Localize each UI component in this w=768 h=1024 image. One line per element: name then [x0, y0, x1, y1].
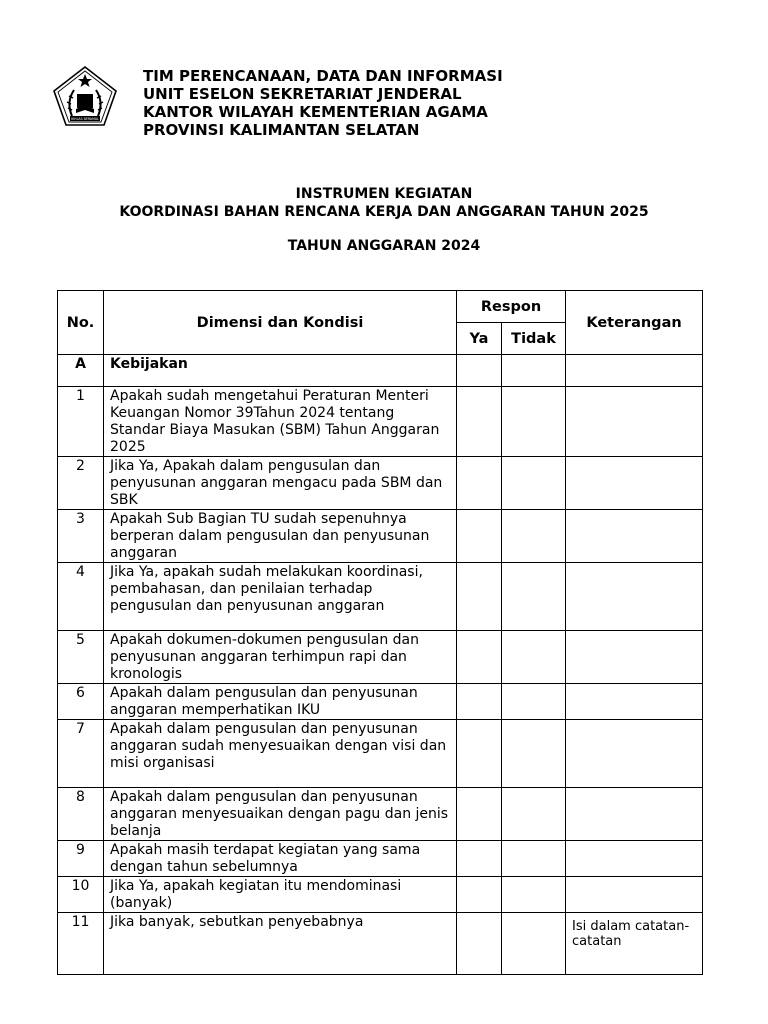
cell-ya	[457, 788, 502, 841]
cell-tidak	[502, 684, 566, 720]
cell-ya	[457, 877, 502, 913]
row-no: 5	[58, 631, 104, 684]
row-keterangan	[566, 387, 703, 457]
cell-tidak	[502, 563, 566, 631]
row-text: Jika Ya, apakah sudah melakukan koordinasi, pembahasan, dan penilaian terhadap pengusulan dan penyusunan anggaran	[104, 563, 457, 631]
row-no: 11	[58, 913, 104, 975]
kementerian-agama-logo	[50, 64, 120, 128]
svg-text:IKHLAS BERAMAL: IKHLAS BERAMAL	[71, 117, 99, 121]
cell-ya	[457, 841, 502, 877]
org-line-1: TIM PERENCANAAN, DATA DAN INFORMASI	[143, 67, 503, 85]
cell-tidak	[502, 877, 566, 913]
table-row	[58, 563, 703, 631]
header-respon: Respon	[457, 291, 566, 323]
row-no: 1	[58, 387, 104, 457]
section-no: A	[58, 355, 104, 387]
header-tidak: Tidak	[502, 323, 566, 355]
cell-tidak	[502, 355, 566, 387]
row-text: Jika Ya, apakah kegiatan itu mendominasi (banyak)	[104, 877, 457, 913]
cell-tidak	[502, 788, 566, 841]
header-no: No.	[58, 291, 104, 355]
row-no: 8	[58, 788, 104, 841]
cell-tidak	[502, 387, 566, 457]
header-keterangan: Keterangan	[566, 291, 703, 355]
row-no: 7	[58, 720, 104, 788]
org-line-3: KANTOR WILAYAH KEMENTERIAN AGAMA	[143, 103, 488, 121]
table-row	[58, 510, 703, 563]
row-text: Apakah Sub Bagian TU sudah sepenuhnya berperan dalam pengusulan dan penyusunan anggaran	[104, 510, 457, 563]
row-keterangan	[566, 563, 703, 631]
row-text: Apakah dalam pengusulan dan penyusunan anggaran memperhatikan IKU	[104, 684, 457, 720]
table-row	[58, 913, 703, 975]
organization-header	[143, 67, 503, 139]
cell-ya	[457, 913, 502, 975]
table-row	[58, 684, 703, 720]
document-title	[0, 186, 768, 256]
row-no: 10	[58, 877, 104, 913]
title-line-1: INSTRUMEN KEGIATAN	[295, 186, 473, 202]
row-text: Apakah sudah mengetahui Peraturan Menteri Keuangan Nomor 39Tahun 2024 tentang Standar Biaya Masukan (SBM) Tahun Anggaran 2025	[104, 387, 457, 457]
table-row	[58, 720, 703, 788]
cell-keterangan	[566, 355, 703, 387]
title-line-2: KOORDINASI BAHAN RENCANA KERJA DAN ANGGARAN TAHUN 2025	[119, 203, 649, 220]
table-row	[58, 631, 703, 684]
cell-ya	[457, 631, 502, 684]
table-row	[58, 457, 703, 510]
table-row	[58, 788, 703, 841]
row-keterangan	[566, 457, 703, 510]
row-keterangan	[566, 631, 703, 684]
row-no: 9	[58, 841, 104, 877]
cell-ya	[457, 720, 502, 788]
org-line-2: UNIT ESELON SEKRETARIAT JENDERAL	[143, 85, 462, 103]
cell-tidak	[502, 631, 566, 684]
section-label: Kebijakan	[104, 355, 457, 387]
row-text: Apakah masih terdapat kegiatan yang sama dengan tahun sebelumnya	[104, 841, 457, 877]
table-row	[58, 877, 703, 913]
instrument-table	[57, 290, 703, 975]
row-keterangan	[566, 510, 703, 563]
row-text: Apakah dalam pengusulan dan penyusunan anggaran menyesuaikan dengan pagu dan jenis belanja	[104, 788, 457, 841]
row-no: 2	[58, 457, 104, 510]
table-row	[58, 387, 703, 457]
row-keterangan	[566, 841, 703, 877]
cell-tidak	[502, 510, 566, 563]
row-no: 6	[58, 684, 104, 720]
org-line-4: PROVINSI KALIMANTAN SELATAN	[143, 121, 420, 139]
cell-tidak	[502, 457, 566, 510]
title-line-3: TAHUN ANGGARAN 2024	[287, 238, 481, 254]
row-keterangan: Isi dalam catatan-catatan	[566, 913, 703, 975]
row-no: 3	[58, 510, 104, 563]
cell-ya	[457, 387, 502, 457]
table-row	[58, 841, 703, 877]
cell-ya	[457, 563, 502, 631]
header-ya: Ya	[457, 323, 502, 355]
cell-tidak	[502, 913, 566, 975]
section-row	[58, 355, 703, 387]
header-dimensi: Dimensi dan Kondisi	[104, 291, 457, 355]
cell-ya	[457, 684, 502, 720]
cell-tidak	[502, 720, 566, 788]
row-no: 4	[58, 563, 104, 631]
row-text: Apakah dokumen-dokumen pengusulan dan penyusunan anggaran terhimpun rapi dan kronologis	[104, 631, 457, 684]
row-keterangan	[566, 877, 703, 913]
cell-ya	[457, 510, 502, 563]
row-keterangan	[566, 684, 703, 720]
cell-ya	[457, 355, 502, 387]
row-text: Jika banyak, sebutkan penyebabnya	[104, 913, 457, 975]
row-keterangan	[566, 720, 703, 788]
row-text: Jika Ya, Apakah dalam pengusulan dan penyusunan anggaran mengacu pada SBM dan SBK	[104, 457, 457, 510]
cell-ya	[457, 457, 502, 510]
row-text: Apakah dalam pengusulan dan penyusunan anggaran sudah menyesuaikan dengan visi dan misi organisasi	[104, 720, 457, 788]
row-keterangan	[566, 788, 703, 841]
cell-tidak	[502, 841, 566, 877]
